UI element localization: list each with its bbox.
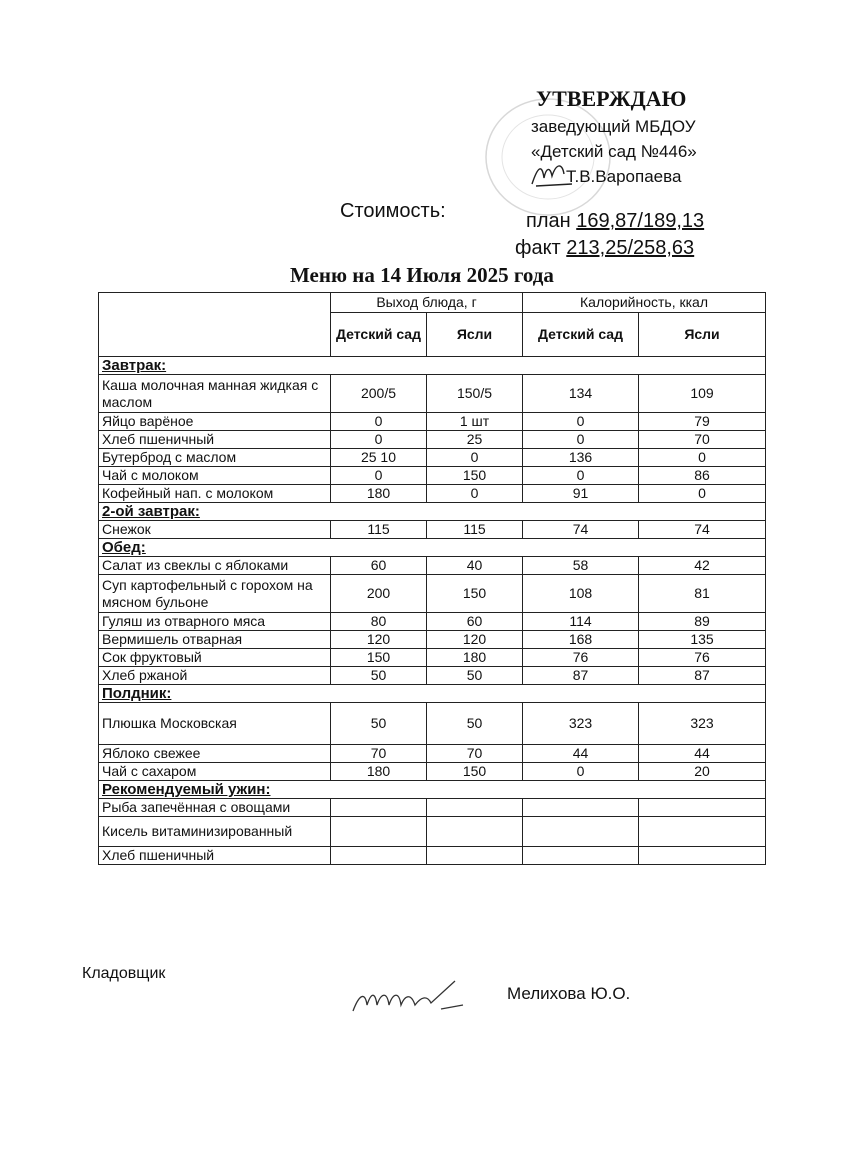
calories-kindergarten: 0 — [523, 763, 639, 781]
cost-fact — [515, 237, 694, 260]
output-kindergarten — [331, 847, 427, 865]
calories-kindergarten: 44 — [523, 745, 639, 763]
calories-nursery: 20 — [639, 763, 766, 781]
table-row — [99, 649, 766, 667]
output-nursery: 0 — [427, 485, 523, 503]
section-row — [99, 503, 766, 521]
section-row — [99, 781, 766, 799]
output-kindergarten: 0 — [331, 431, 427, 449]
table-row — [99, 817, 766, 847]
calories-nursery — [639, 847, 766, 865]
section-title: Полдник: — [99, 685, 766, 703]
approval-org: «Детский сад №446» — [531, 142, 697, 161]
calories-nursery: 44 — [639, 745, 766, 763]
table-row — [99, 449, 766, 467]
cost-plan-label: план — [526, 210, 571, 232]
dish-name: Рыба запечённая с овощами — [99, 799, 331, 817]
output-nursery: 0 — [427, 449, 523, 467]
calories-nursery — [639, 799, 766, 817]
calories-kindergarten: 58 — [523, 557, 639, 575]
storekeeper-signature — [345, 975, 475, 1025]
output-kindergarten: 150 — [331, 649, 427, 667]
header-kindergarten-cal: Детский сад — [523, 313, 639, 357]
output-nursery: 25 — [427, 431, 523, 449]
calories-kindergarten: 323 — [523, 703, 639, 745]
calories-kindergarten — [523, 799, 639, 817]
output-kindergarten: 200 — [331, 575, 427, 613]
output-nursery: 60 — [427, 613, 523, 631]
output-nursery: 150 — [427, 763, 523, 781]
output-nursery: 150/5 — [427, 375, 523, 413]
dish-name: Бутерброд с маслом — [99, 449, 331, 467]
output-kindergarten: 180 — [331, 763, 427, 781]
section-title: Рекомендуемый ужин: — [99, 781, 766, 799]
output-kindergarten — [331, 817, 427, 847]
cost-label: Стоимость: — [340, 200, 446, 222]
calories-kindergarten: 114 — [523, 613, 639, 631]
approval-position: заведующий МБДОУ — [531, 117, 696, 136]
dish-name: Плюшка Московская — [99, 703, 331, 745]
calories-nursery: 0 — [639, 449, 766, 467]
dish-name: Кисель витаминизированный — [99, 817, 331, 847]
calories-nursery: 76 — [639, 649, 766, 667]
calories-nursery: 81 — [639, 575, 766, 613]
calories-kindergarten: 0 — [523, 467, 639, 485]
table-row — [99, 575, 766, 613]
output-kindergarten: 120 — [331, 631, 427, 649]
output-nursery: 120 — [427, 631, 523, 649]
calories-nursery: 74 — [639, 521, 766, 539]
calories-nursery: 87 — [639, 667, 766, 685]
output-nursery: 50 — [427, 703, 523, 745]
dish-name: Суп картофельный с горохом на мясном бульоне — [99, 575, 331, 613]
output-kindergarten: 115 — [331, 521, 427, 539]
output-kindergarten — [331, 799, 427, 817]
calories-kindergarten — [523, 847, 639, 865]
approval-title: УТВЕРЖДАЮ — [536, 86, 687, 111]
dish-name: Хлеб пшеничный — [99, 431, 331, 449]
calories-kindergarten — [523, 817, 639, 847]
calories-kindergarten: 134 — [523, 375, 639, 413]
section-row — [99, 357, 766, 375]
calories-kindergarten: 0 — [523, 431, 639, 449]
header-nursery: Ясли — [427, 313, 523, 357]
output-nursery: 40 — [427, 557, 523, 575]
table-row — [99, 375, 766, 413]
calories-nursery: 70 — [639, 431, 766, 449]
output-kindergarten: 0 — [331, 467, 427, 485]
menu-title: Меню на 14 Июля 2025 года — [290, 263, 554, 287]
header-calories: Калорийность, ккал — [523, 293, 766, 313]
dish-name: Хлеб ржаной — [99, 667, 331, 685]
output-nursery: 180 — [427, 649, 523, 667]
calories-nursery: 135 — [639, 631, 766, 649]
header-output: Выход блюда, г — [331, 293, 523, 313]
calories-kindergarten: 168 — [523, 631, 639, 649]
table-row — [99, 703, 766, 745]
output-nursery — [427, 799, 523, 817]
calories-kindergarten: 74 — [523, 521, 639, 539]
calories-kindergarten: 0 — [523, 413, 639, 431]
section-row — [99, 539, 766, 557]
table-header-row-1 — [99, 293, 766, 313]
output-nursery: 150 — [427, 575, 523, 613]
header-empty-cell — [99, 293, 331, 357]
cost-plan-value: 169,87/189,13 — [576, 210, 705, 232]
section-title: Обед: — [99, 539, 766, 557]
storekeeper-label: Кладовщик — [82, 965, 166, 982]
header-nursery-cal: Ясли — [639, 313, 766, 357]
dish-name: Яблоко свежее — [99, 745, 331, 763]
output-nursery — [427, 847, 523, 865]
calories-nursery: 79 — [639, 413, 766, 431]
section-title: Завтрак: — [99, 357, 766, 375]
dish-name: Чай с молоком — [99, 467, 331, 485]
dish-name: Вермишель отварная — [99, 631, 331, 649]
dish-name: Кофейный нап. с молоком — [99, 485, 331, 503]
calories-kindergarten: 108 — [523, 575, 639, 613]
calories-nursery: 89 — [639, 613, 766, 631]
output-kindergarten: 50 — [331, 703, 427, 745]
output-kindergarten: 80 — [331, 613, 427, 631]
table-row — [99, 485, 766, 503]
output-kindergarten: 70 — [331, 745, 427, 763]
calories-nursery: 0 — [639, 485, 766, 503]
table-row — [99, 557, 766, 575]
table-row — [99, 667, 766, 685]
table-row — [99, 745, 766, 763]
table-row — [99, 521, 766, 539]
cost-fact-value: 213,25/258,63 — [566, 237, 695, 259]
output-nursery: 115 — [427, 521, 523, 539]
dish-name: Каша молочная манная жидкая с маслом — [99, 375, 331, 413]
table-row — [99, 847, 766, 865]
dish-name: Чай с сахаром — [99, 763, 331, 781]
dish-name: Салат из свеклы с яблоками — [99, 557, 331, 575]
dish-name: Снежок — [99, 521, 331, 539]
cost-plan — [526, 210, 704, 233]
dish-name: Гуляш из отварного мяса — [99, 613, 331, 631]
output-nursery: 150 — [427, 467, 523, 485]
header-kindergarten: Детский сад — [331, 313, 427, 357]
output-nursery — [427, 817, 523, 847]
dish-name: Яйцо варёное — [99, 413, 331, 431]
calories-nursery: 86 — [639, 467, 766, 485]
section-title: 2-ой завтрак: — [99, 503, 766, 521]
calories-nursery: 109 — [639, 375, 766, 413]
output-kindergarten: 25 10 — [331, 449, 427, 467]
output-nursery: 70 — [427, 745, 523, 763]
table-row — [99, 613, 766, 631]
table-row — [99, 763, 766, 781]
dish-name: Сок фруктовый — [99, 649, 331, 667]
table-row — [99, 467, 766, 485]
dish-name: Хлеб пшеничный — [99, 847, 331, 865]
output-nursery: 1 шт — [427, 413, 523, 431]
table-row — [99, 413, 766, 431]
cost-fact-label: факт — [515, 237, 561, 259]
calories-kindergarten: 76 — [523, 649, 639, 667]
output-nursery: 50 — [427, 667, 523, 685]
table-row — [99, 431, 766, 449]
section-row — [99, 685, 766, 703]
output-kindergarten: 200/5 — [331, 375, 427, 413]
approval-signer: Т.В.Варопаева — [566, 167, 682, 186]
calories-nursery: 42 — [639, 557, 766, 575]
table-row — [99, 631, 766, 649]
calories-kindergarten: 87 — [523, 667, 639, 685]
calories-nursery: 323 — [639, 703, 766, 745]
calories-kindergarten: 91 — [523, 485, 639, 503]
table-row — [99, 799, 766, 817]
calories-nursery — [639, 817, 766, 847]
calories-kindergarten: 136 — [523, 449, 639, 467]
output-kindergarten: 60 — [331, 557, 427, 575]
output-kindergarten: 0 — [331, 413, 427, 431]
storekeeper-name: Мелихова Ю.О. — [507, 984, 631, 1003]
output-kindergarten: 50 — [331, 667, 427, 685]
output-kindergarten: 180 — [331, 485, 427, 503]
menu-table — [98, 292, 766, 865]
